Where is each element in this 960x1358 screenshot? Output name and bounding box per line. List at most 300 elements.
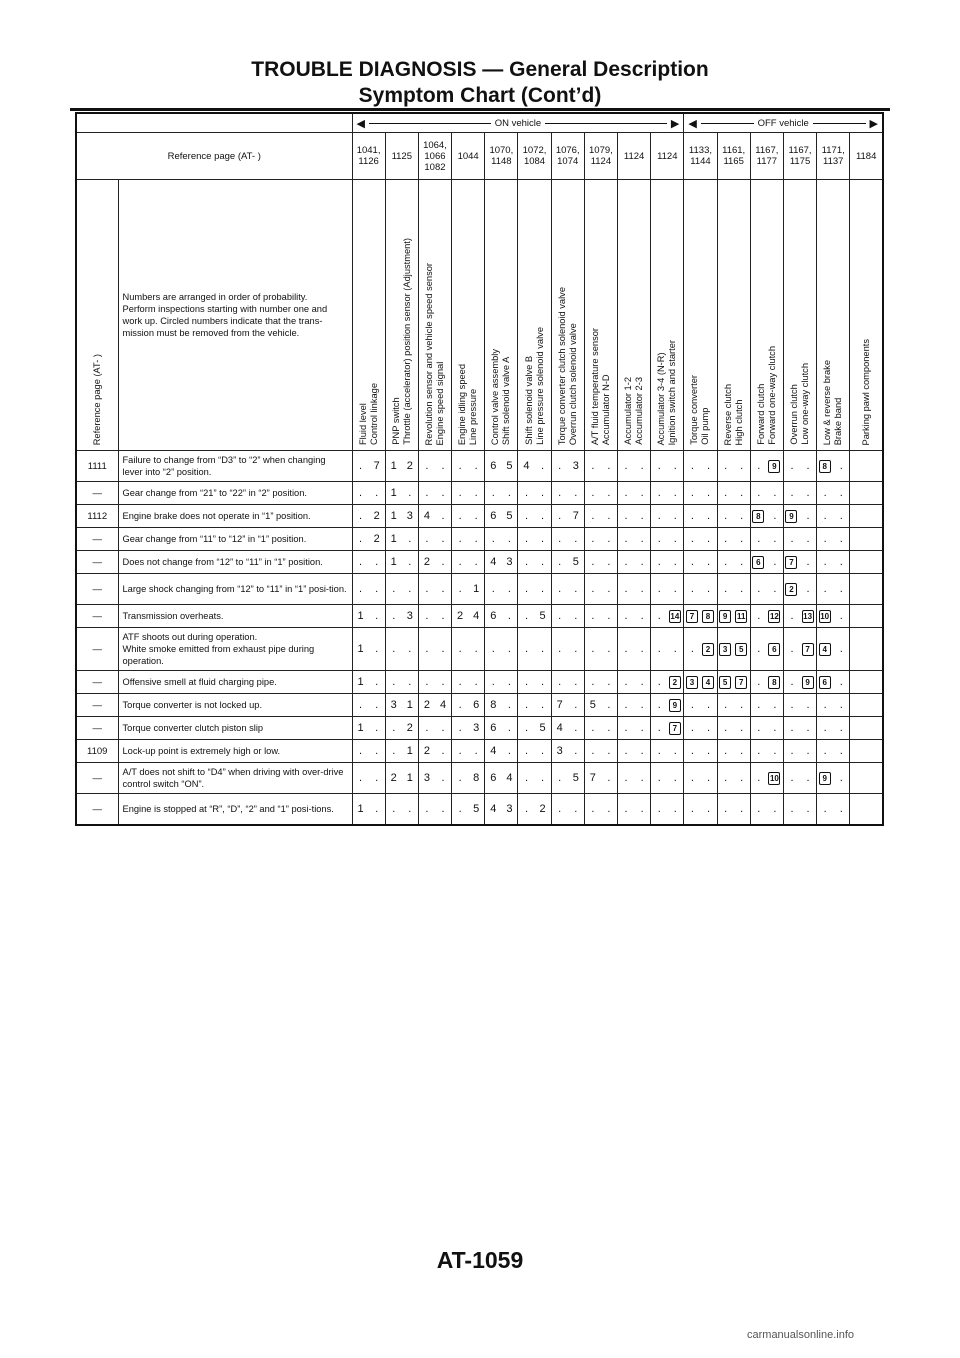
probability-cell: .	[551, 671, 568, 694]
probability-cell: .	[584, 671, 601, 694]
probability-cell	[700, 605, 717, 628]
probability-cell: .	[535, 628, 552, 671]
probability-cell	[817, 628, 834, 671]
probability-cell: .	[618, 551, 635, 574]
probability-cell: .	[568, 717, 585, 740]
probability-cell: .	[385, 794, 402, 826]
probability-cell: .	[750, 694, 767, 717]
probability-cell: .	[667, 628, 684, 671]
probability-cell: .	[833, 740, 850, 763]
probability-cell: .	[734, 794, 751, 826]
symptom-row	[76, 671, 883, 694]
probability-cell: .	[452, 551, 469, 574]
component-name: Oil pump	[700, 407, 711, 445]
probability-cell: .	[369, 574, 386, 605]
probability-cell: .	[717, 794, 734, 826]
probability-cell: .	[468, 505, 485, 528]
probability-cell: .	[817, 528, 834, 551]
component-name: Torque converter clutch solenoid valve	[556, 286, 567, 445]
probability-cell	[783, 574, 800, 605]
probability-cell: .	[618, 794, 635, 826]
symptom-description: A/T does not shift to “D4” when driving with over-drive control switch “ON”.	[118, 763, 352, 794]
probability-cell: .	[501, 671, 518, 694]
probability-cell: 2	[402, 717, 419, 740]
component-16-names	[861, 339, 872, 445]
probability-cell: .	[618, 717, 635, 740]
component-8	[584, 180, 617, 451]
symptom-reference: —	[76, 628, 118, 671]
probability-cell: 6	[485, 763, 502, 794]
probability-cell: .	[651, 451, 668, 482]
component-name: Shift solenoid valve B	[523, 356, 534, 445]
probability-cell: .	[833, 574, 850, 605]
symptom-row	[76, 763, 883, 794]
probability-cell: .	[800, 763, 817, 794]
probability-cell: .	[468, 671, 485, 694]
symptom-description: Large shock changing from “12” to “11” in “1” posi-tion.	[118, 574, 352, 605]
reference-page-1: 1041, 1126	[352, 133, 385, 180]
probability-cell: .	[518, 628, 535, 671]
probability-cell	[850, 528, 867, 551]
probability-cell: 4	[518, 451, 535, 482]
reference-page-4: 1044	[452, 133, 485, 180]
probability-cell: .	[369, 740, 386, 763]
probability-cell: .	[518, 605, 535, 628]
probability-cell: .	[750, 451, 767, 482]
probability-cell: .	[634, 528, 651, 551]
circled-number: 10	[820, 611, 830, 621]
component-6	[518, 180, 551, 451]
probability-cell	[750, 505, 767, 528]
probability-cell	[783, 551, 800, 574]
probability-cell: .	[584, 628, 601, 671]
probability-cell: .	[667, 528, 684, 551]
probability-cell: 1	[402, 740, 419, 763]
probability-cell: .	[535, 528, 552, 551]
circled-number: 7	[785, 556, 797, 569]
probability-cell: 4	[485, 551, 502, 574]
probability-cell: 1	[352, 671, 369, 694]
probability-cell: 1	[402, 694, 419, 717]
probability-cell	[767, 605, 784, 628]
probability-cell	[866, 574, 883, 605]
probability-cell: .	[750, 763, 767, 794]
probability-cell: .	[651, 605, 668, 628]
probability-cell: .	[435, 794, 452, 826]
page-subtitle: Symptom Chart (Cont’d)	[358, 84, 602, 107]
page-number: AT-1059	[436, 1247, 524, 1273]
probability-cell: .	[684, 574, 701, 605]
symptom-row	[76, 628, 883, 671]
probability-cell: 6	[485, 605, 502, 628]
probability-cell: .	[418, 605, 435, 628]
symptom-description: Gear change from “11” to “12” in “1” position.	[118, 528, 352, 551]
probability-cell: .	[618, 505, 635, 528]
probability-cell: .	[618, 628, 635, 671]
probability-cell: .	[551, 574, 568, 605]
probability-cell	[667, 605, 684, 628]
component-14-names	[789, 363, 811, 445]
probability-cell: .	[750, 605, 767, 628]
probability-cell: .	[833, 528, 850, 551]
component-2	[385, 180, 418, 451]
probability-cell: .	[717, 740, 734, 763]
probability-cell: .	[717, 451, 734, 482]
component-10	[651, 180, 684, 451]
probability-cell: .	[352, 763, 369, 794]
symptom-reference: —	[76, 528, 118, 551]
symptom-row	[76, 451, 883, 482]
on-vehicle-group-label: ON vehicle	[494, 117, 542, 129]
reference-page-11: 1133, 1144	[684, 133, 717, 180]
probability-cell: .	[468, 551, 485, 574]
probability-cell	[700, 628, 717, 671]
probability-cell: 1	[385, 482, 402, 505]
circled-number: 4	[702, 676, 714, 689]
probability-cell	[734, 671, 751, 694]
probability-cell: .	[501, 740, 518, 763]
probability-cell	[866, 451, 883, 482]
probability-cell: 6	[485, 717, 502, 740]
probability-cell	[866, 628, 883, 671]
circled-number: 2	[785, 583, 797, 596]
component-name: Ignition switch and starter	[667, 339, 678, 445]
probability-cell: 2	[369, 528, 386, 551]
probability-cell: .	[352, 505, 369, 528]
component-name: Reverse clutch	[722, 383, 733, 445]
probability-cell: .	[601, 740, 618, 763]
circled-number: 2	[669, 676, 681, 689]
symptom-row	[76, 482, 883, 505]
symptom-row	[76, 740, 883, 763]
probability-cell: .	[352, 528, 369, 551]
probability-cell	[850, 451, 867, 482]
probability-cell: .	[518, 740, 535, 763]
probability-cell: .	[800, 717, 817, 740]
probability-cell: .	[717, 528, 734, 551]
probability-cell: .	[750, 671, 767, 694]
circled-number: 5	[719, 676, 731, 689]
probability-cell: 5	[535, 717, 552, 740]
probability-cell: .	[833, 451, 850, 482]
probability-cell: .	[485, 574, 502, 605]
component-7	[551, 180, 584, 451]
probability-cell: .	[568, 740, 585, 763]
probability-cell: .	[800, 794, 817, 826]
probability-cell: .	[817, 551, 834, 574]
probability-cell: .	[518, 763, 535, 794]
probability-cell: .	[418, 717, 435, 740]
probability-cell: .	[352, 740, 369, 763]
probability-cell: .	[435, 482, 452, 505]
on-vehicle-group	[352, 113, 684, 133]
component-1-names	[358, 383, 380, 445]
component-9	[618, 180, 651, 451]
probability-cell	[767, 451, 784, 482]
probability-cell: 5	[501, 505, 518, 528]
probability-cell: .	[767, 694, 784, 717]
probability-cell	[850, 505, 867, 528]
probability-cell	[850, 628, 867, 671]
probability-cell: .	[369, 671, 386, 694]
group-header-row	[76, 113, 883, 133]
probability-cell	[850, 482, 867, 505]
symptom-description: Lock-up point is extremely high or low.	[118, 740, 352, 763]
probability-cell: .	[501, 482, 518, 505]
component-name: Forward one-way clutch	[766, 346, 777, 445]
symptom-row	[76, 528, 883, 551]
probability-cell: .	[551, 794, 568, 826]
reference-page-8: 1079, 1124	[584, 133, 617, 180]
probability-cell: 4	[485, 794, 502, 826]
probability-cell: .	[833, 717, 850, 740]
probability-cell: 2	[418, 551, 435, 574]
probability-cell: .	[601, 671, 618, 694]
symptom-reference: —	[76, 671, 118, 694]
component-3	[418, 180, 451, 451]
probability-cell: .	[535, 505, 552, 528]
probability-cell: 1	[352, 794, 369, 826]
probability-cell: .	[435, 528, 452, 551]
probability-cell: .	[634, 605, 651, 628]
symptom-reference: —	[76, 551, 118, 574]
probability-cell	[684, 605, 701, 628]
probability-cell: .	[551, 605, 568, 628]
probability-cell: .	[535, 740, 552, 763]
probability-cell: .	[767, 740, 784, 763]
component-4-names	[457, 364, 479, 445]
probability-cell: .	[568, 482, 585, 505]
probability-cell: .	[734, 574, 751, 605]
component-name: Revolution sensor and vehicle speed sensor	[423, 262, 434, 445]
probability-cell	[817, 451, 834, 482]
group-header-blank	[76, 113, 352, 133]
circled-number: 8	[819, 460, 831, 473]
probability-cell: 1	[385, 451, 402, 482]
component-name: Accumulator 3-4 (N-R)	[656, 352, 667, 445]
circled-number: 6	[752, 556, 764, 569]
probability-cell: .	[468, 528, 485, 551]
probability-cell: .	[717, 694, 734, 717]
probability-cell: .	[601, 551, 618, 574]
probability-cell: .	[700, 694, 717, 717]
probability-cell: .	[535, 763, 552, 794]
probability-cell: .	[601, 763, 618, 794]
probability-cell: .	[435, 740, 452, 763]
symptom-reference: —	[76, 482, 118, 505]
probability-cell: .	[402, 528, 419, 551]
component-name: Low one-way clutch	[800, 363, 811, 445]
probability-cell: .	[618, 740, 635, 763]
probability-cell: .	[634, 482, 651, 505]
probability-cell: .	[783, 740, 800, 763]
probability-cell: 1	[352, 628, 369, 671]
probability-cell: .	[369, 694, 386, 717]
probability-cell: .	[435, 671, 452, 694]
probability-cell: .	[783, 482, 800, 505]
probability-cell: 4	[485, 740, 502, 763]
arrow-right-icon: ▶	[869, 117, 878, 130]
probability-cell: .	[568, 528, 585, 551]
probability-cell	[850, 763, 867, 794]
probability-cell: .	[734, 717, 751, 740]
probability-cell: .	[468, 740, 485, 763]
probability-cell: .	[369, 551, 386, 574]
component-name: Forward clutch	[755, 384, 766, 445]
component-name: Parking pawl components	[860, 338, 871, 445]
probability-cell: .	[402, 574, 419, 605]
probability-cell: 3	[501, 551, 518, 574]
probability-cell: 2	[369, 505, 386, 528]
probability-cell: .	[833, 671, 850, 694]
probability-cell: .	[651, 574, 668, 605]
probability-cell: .	[535, 482, 552, 505]
probability-cell: .	[468, 451, 485, 482]
probability-cell: .	[518, 717, 535, 740]
probability-cell: .	[817, 505, 834, 528]
component-name: Overrun clutch solenoid valve	[567, 323, 578, 445]
probability-cell: .	[584, 794, 601, 826]
probability-cell: .	[684, 505, 701, 528]
probability-cell	[767, 628, 784, 671]
probability-cell	[850, 605, 867, 628]
probability-cell: .	[584, 717, 601, 740]
probability-cell	[850, 574, 867, 605]
probability-cell: .	[717, 574, 734, 605]
component-5-names	[490, 349, 512, 445]
probability-cell: .	[651, 740, 668, 763]
probability-cell: .	[817, 794, 834, 826]
probability-cell: 8	[468, 763, 485, 794]
probability-cell: .	[684, 694, 701, 717]
component-10-names	[656, 340, 678, 445]
probability-cell: .	[551, 763, 568, 794]
probability-cell: .	[618, 451, 635, 482]
probability-cell	[667, 694, 684, 717]
instructions-text: Numbers are arranged in order of probability. Perform inspections starting with number one and work up. Circled numbers indicate that the trans-mission must be removed from the vehicle.	[118, 180, 352, 451]
probability-cell: .	[535, 671, 552, 694]
probability-cell	[684, 671, 701, 694]
probability-cell: .	[800, 482, 817, 505]
component-16	[850, 180, 883, 451]
probability-cell: .	[783, 794, 800, 826]
probability-cell: .	[833, 694, 850, 717]
probability-cell: .	[750, 528, 767, 551]
probability-cell: .	[618, 763, 635, 794]
probability-cell: .	[800, 528, 817, 551]
probability-cell: 4	[418, 505, 435, 528]
probability-cell	[817, 671, 834, 694]
circled-number: 12	[769, 611, 779, 621]
component-name: Low & reverse brake	[822, 359, 833, 445]
component-name: Accumulator 2-3	[634, 377, 645, 445]
component-header-row	[76, 180, 883, 451]
probability-cell: .	[783, 694, 800, 717]
probability-cell: .	[767, 528, 784, 551]
probability-cell: 3	[501, 794, 518, 826]
side-reference-label	[76, 180, 118, 451]
probability-cell: .	[700, 574, 717, 605]
probability-cell: .	[418, 482, 435, 505]
probability-cell: .	[634, 451, 651, 482]
probability-cell: .	[783, 671, 800, 694]
circled-number: 13	[803, 611, 813, 621]
component-5	[485, 180, 518, 451]
symptom-description: Failure to change from “D3” to “2” when changing lever into “2” position.	[118, 451, 352, 482]
header-rule	[70, 108, 890, 111]
probability-cell: 1	[385, 551, 402, 574]
probability-cell: 5	[468, 794, 485, 826]
probability-cell: 1	[385, 528, 402, 551]
probability-cell: .	[535, 551, 552, 574]
probability-cell: .	[767, 505, 784, 528]
component-name: Overrun clutch	[789, 384, 800, 445]
probability-cell: .	[817, 740, 834, 763]
component-name: Line pressure solenoid valve	[534, 327, 545, 445]
circled-number: 4	[819, 643, 831, 656]
probability-cell: .	[734, 528, 751, 551]
probability-cell: .	[518, 528, 535, 551]
probability-cell: 6	[485, 505, 502, 528]
probability-cell: .	[667, 451, 684, 482]
probability-cell	[850, 717, 867, 740]
probability-cell: .	[535, 574, 552, 605]
probability-cell	[667, 717, 684, 740]
component-name: PNP switch	[390, 397, 401, 445]
probability-cell: .	[634, 551, 651, 574]
probability-cell: .	[734, 763, 751, 794]
circled-number: 9	[768, 460, 780, 473]
circled-number: 6	[819, 676, 831, 689]
probability-cell: .	[817, 717, 834, 740]
probability-cell: .	[352, 482, 369, 505]
probability-cell: 3	[418, 763, 435, 794]
probability-cell	[750, 551, 767, 574]
probability-cell: .	[402, 671, 419, 694]
probability-cell: .	[601, 694, 618, 717]
component-3-names	[424, 263, 446, 445]
probability-cell: .	[518, 574, 535, 605]
probability-cell: .	[485, 528, 502, 551]
reference-page-6: 1072, 1084	[518, 133, 551, 180]
probability-cell: .	[750, 482, 767, 505]
component-name: Brake band	[833, 397, 844, 445]
probability-cell: .	[551, 628, 568, 671]
symptom-row	[76, 551, 883, 574]
probability-cell: .	[783, 763, 800, 794]
reference-page-7: 1076, 1074	[551, 133, 584, 180]
probability-cell: .	[435, 551, 452, 574]
probability-cell	[866, 528, 883, 551]
probability-cell: .	[518, 482, 535, 505]
probability-cell: .	[418, 574, 435, 605]
probability-cell: .	[618, 528, 635, 551]
probability-cell: .	[551, 505, 568, 528]
reference-page-3: 1064, 1066 1082	[418, 133, 451, 180]
probability-cell: 3	[402, 505, 419, 528]
probability-cell: .	[634, 763, 651, 794]
reference-page-14: 1167, 1175	[783, 133, 816, 180]
probability-cell: .	[435, 763, 452, 794]
component-15	[817, 180, 850, 451]
component-15-names	[822, 360, 844, 445]
probability-cell: .	[618, 482, 635, 505]
probability-cell	[866, 671, 883, 694]
probability-cell	[850, 740, 867, 763]
probability-cell: 3	[568, 451, 585, 482]
symptom-description: ATF shoots out during operation. White smoke emitted from exhaust pipe during operation.	[118, 628, 352, 671]
probability-cell: .	[369, 717, 386, 740]
